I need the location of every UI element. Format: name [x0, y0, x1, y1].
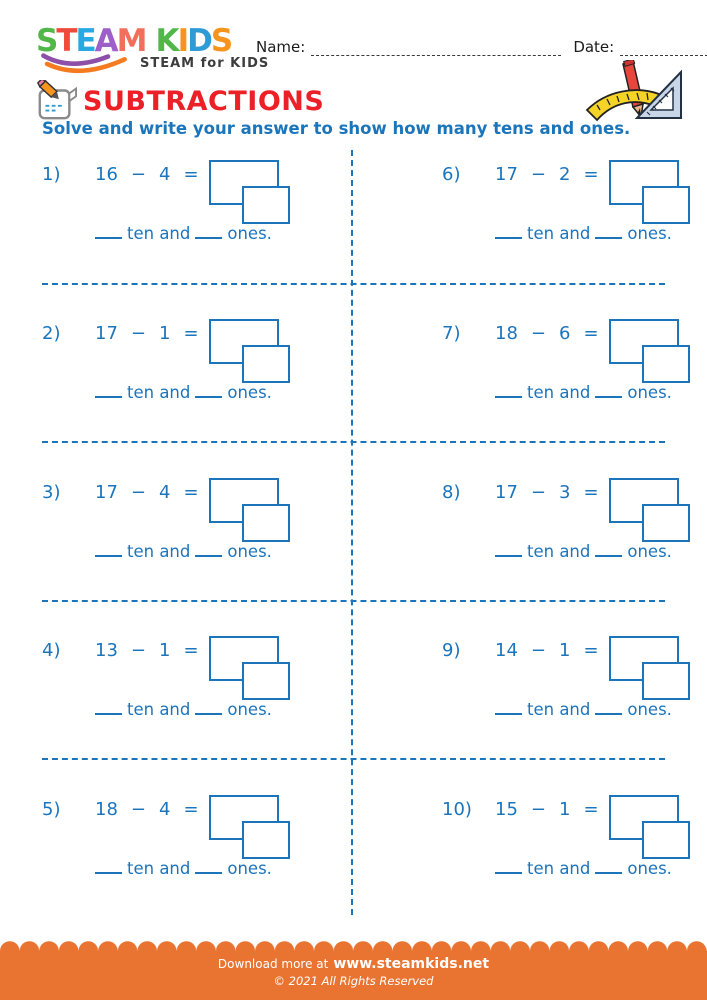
- logo-letter: M: [116, 23, 146, 59]
- ones-answer-box[interactable]: [242, 662, 290, 700]
- logo-letter: E: [75, 23, 95, 59]
- equals-sign: =: [183, 164, 199, 185]
- footer-download-line: [0, 955, 707, 973]
- copyright-text: © 2021 All Rights Reserved: [273, 974, 434, 988]
- tens-blank[interactable]: [495, 542, 522, 557]
- tens-blank[interactable]: [95, 224, 122, 239]
- ones-label: ones.: [227, 858, 272, 878]
- subtrahend: 2: [559, 164, 571, 185]
- equals-sign: =: [183, 323, 199, 344]
- problem-cell-1: [0, 148, 352, 283]
- tens-blank[interactable]: [95, 700, 122, 715]
- minuend: 17: [495, 481, 518, 503]
- problem-cell-7: [352, 283, 707, 442]
- logo-letter: S: [210, 23, 232, 59]
- ones-blank[interactable]: [595, 859, 622, 874]
- tens-blank[interactable]: [495, 700, 522, 715]
- ones-blank[interactable]: [195, 700, 222, 715]
- date-fill-line[interactable]: [620, 42, 707, 56]
- name-date-row: [256, 38, 707, 56]
- answer-sentence: [95, 224, 352, 243]
- minuend: 15: [495, 798, 518, 820]
- minus-sign: −: [530, 640, 546, 661]
- tens-blank[interactable]: [495, 383, 522, 398]
- logo-letter: T: [56, 23, 76, 59]
- ones-blank[interactable]: [595, 700, 622, 715]
- minus-sign: −: [130, 640, 146, 661]
- answer-boxes: [209, 160, 294, 224]
- minuend: 14: [495, 640, 518, 661]
- ten-and-label: ten and: [527, 383, 591, 402]
- equals-sign: =: [583, 481, 599, 503]
- ten-and-label: ten and: [127, 541, 191, 561]
- tens-blank[interactable]: [95, 383, 122, 398]
- problems-grid: [0, 148, 707, 918]
- subtrahend: 4: [159, 164, 171, 185]
- name-label: Name:: [256, 38, 306, 56]
- subtrahend: 4: [159, 481, 171, 503]
- ones-blank[interactable]: [595, 542, 622, 557]
- ten-and-label: ten and: [127, 224, 191, 243]
- subtrahend: 1: [159, 640, 171, 661]
- answer-sentence: [495, 700, 707, 719]
- problem-cell-8: [352, 442, 707, 601]
- answer-boxes: [609, 319, 694, 383]
- minuend: 18: [95, 798, 118, 820]
- minus-sign: −: [530, 164, 546, 185]
- ones-answer-box[interactable]: [242, 504, 290, 542]
- ones-label: ones.: [627, 700, 672, 719]
- ones-answer-box[interactable]: [242, 821, 290, 859]
- equals-sign: =: [583, 798, 599, 820]
- name-fill-line[interactable]: [311, 42, 561, 56]
- equals-sign: =: [183, 481, 199, 503]
- equals-sign: =: [583, 164, 599, 185]
- footer: [0, 941, 707, 1000]
- minuend: 17: [95, 323, 118, 344]
- steam-kids-logo: [36, 24, 269, 75]
- answer-sentence: [95, 542, 352, 561]
- instruction-text: Solve and write your answer to show how many tens and ones.: [42, 119, 631, 138]
- ones-answer-box[interactable]: [642, 345, 690, 383]
- answer-sentence: [95, 383, 352, 402]
- problem-number: 6): [442, 164, 461, 185]
- logo-letter: A: [94, 23, 117, 59]
- tens-blank[interactable]: [95, 859, 122, 874]
- answer-boxes: [609, 478, 694, 542]
- equals-sign: =: [183, 640, 199, 661]
- row-divider: [42, 600, 665, 602]
- problem-cell-3: [0, 442, 352, 601]
- problem-cell-9: [352, 600, 707, 759]
- tens-blank[interactable]: [95, 542, 122, 557]
- ten-and-label: ten and: [527, 858, 591, 878]
- answer-boxes: [209, 636, 294, 700]
- ruler-pencil-setsquare-icon: [585, 60, 685, 126]
- subtrahend: 4: [159, 798, 171, 820]
- logo-letter: S: [36, 23, 57, 59]
- download-text: Download more at: [217, 957, 329, 971]
- footer-scallop-edge: [0, 941, 707, 951]
- problem-number: 10): [442, 798, 472, 820]
- ones-answer-box[interactable]: [242, 186, 290, 224]
- problem-number: 5): [42, 798, 61, 820]
- ones-label: ones.: [627, 541, 672, 561]
- answer-sentence: [495, 542, 707, 561]
- ones-label: ones.: [627, 224, 672, 243]
- ones-label: ones.: [227, 541, 272, 561]
- row-divider: [42, 283, 665, 285]
- problem-number: 9): [442, 640, 461, 661]
- answer-sentence: [495, 859, 707, 878]
- problem-cell-5: [0, 759, 352, 918]
- ones-blank[interactable]: [195, 383, 222, 398]
- minus-sign: −: [130, 798, 146, 820]
- ones-blank[interactable]: [595, 383, 622, 398]
- logo-swoosh-icon: [36, 51, 132, 75]
- minus-sign: −: [130, 481, 146, 503]
- logo-letter: D: [187, 23, 211, 59]
- minuend: 16: [95, 164, 118, 185]
- problem-number: 2): [42, 323, 61, 344]
- logo-letter: I: [177, 23, 188, 59]
- ones-blank[interactable]: [195, 859, 222, 874]
- problem-number: 8): [442, 481, 461, 503]
- column-divider: [351, 150, 353, 915]
- minus-sign: −: [530, 798, 546, 820]
- tens-blank[interactable]: [495, 224, 522, 239]
- problem-cell-2: [0, 283, 352, 442]
- ten-and-label: ten and: [127, 700, 191, 719]
- ones-answer-box[interactable]: [642, 504, 690, 542]
- date-label: Date:: [573, 38, 615, 56]
- ones-answer-box[interactable]: [642, 821, 690, 859]
- problem-number: 1): [42, 164, 61, 185]
- ones-answer-box[interactable]: [242, 345, 290, 383]
- problem-cell-6: [352, 148, 707, 283]
- title-row: [33, 80, 324, 122]
- logo-tagline: STEAM for KIDS: [140, 55, 270, 71]
- row-divider: [42, 758, 665, 760]
- ten-and-label: ten and: [127, 858, 191, 878]
- ten-and-label: ten and: [527, 700, 591, 719]
- ones-label: ones.: [227, 383, 272, 402]
- subtrahend: 1: [159, 323, 171, 344]
- answer-boxes: [609, 795, 694, 859]
- minus-sign: −: [130, 323, 146, 344]
- minus-sign: −: [130, 164, 146, 185]
- answer-boxes: [609, 160, 694, 224]
- problem-number: 7): [442, 323, 461, 344]
- minuend: 17: [495, 164, 518, 185]
- page-title: SUBTRACTIONS: [83, 85, 325, 117]
- answer-boxes: [209, 795, 294, 859]
- answer-sentence: [495, 224, 707, 243]
- subtrahend: 1: [559, 640, 571, 661]
- minus-sign: −: [530, 481, 546, 503]
- answer-sentence: [95, 700, 352, 719]
- ones-blank[interactable]: [195, 224, 222, 239]
- subtrahend: 1: [559, 798, 571, 820]
- ten-and-label: ten and: [127, 383, 191, 402]
- ten-and-label: ten and: [527, 224, 591, 243]
- ones-answer-box[interactable]: [642, 186, 690, 224]
- answer-sentence: [495, 383, 707, 402]
- website-link[interactable]: www.steamkids.net: [333, 956, 490, 972]
- answer-boxes: [209, 478, 294, 542]
- minuend: 17: [95, 481, 118, 503]
- ones-answer-box[interactable]: [642, 662, 690, 700]
- problem-cell-4: [0, 600, 352, 759]
- notepad-pencil-icon: [33, 80, 79, 122]
- ones-label: ones.: [627, 383, 672, 402]
- tens-blank[interactable]: [495, 859, 522, 874]
- subtrahend: 6: [559, 323, 571, 344]
- problem-number: 4): [42, 640, 61, 661]
- minuend: 18: [495, 323, 518, 344]
- ones-blank[interactable]: [195, 542, 222, 557]
- minuend: 13: [95, 640, 118, 661]
- ones-label: ones.: [227, 700, 272, 719]
- ones-label: ones.: [627, 858, 672, 878]
- ones-label: ones.: [227, 224, 272, 243]
- equals-sign: =: [583, 640, 599, 661]
- subtrahend: 3: [559, 481, 571, 503]
- problem-number: 3): [42, 481, 61, 503]
- equals-sign: =: [583, 323, 599, 344]
- ten-and-label: ten and: [527, 541, 591, 561]
- equals-sign: =: [183, 798, 199, 820]
- row-divider: [42, 441, 665, 443]
- answer-boxes: [609, 636, 694, 700]
- ones-blank[interactable]: [595, 224, 622, 239]
- minus-sign: −: [530, 323, 546, 344]
- answer-sentence: [95, 859, 352, 878]
- answer-boxes: [209, 319, 294, 383]
- problem-cell-10: [352, 759, 707, 918]
- logo-letter: K: [155, 23, 178, 59]
